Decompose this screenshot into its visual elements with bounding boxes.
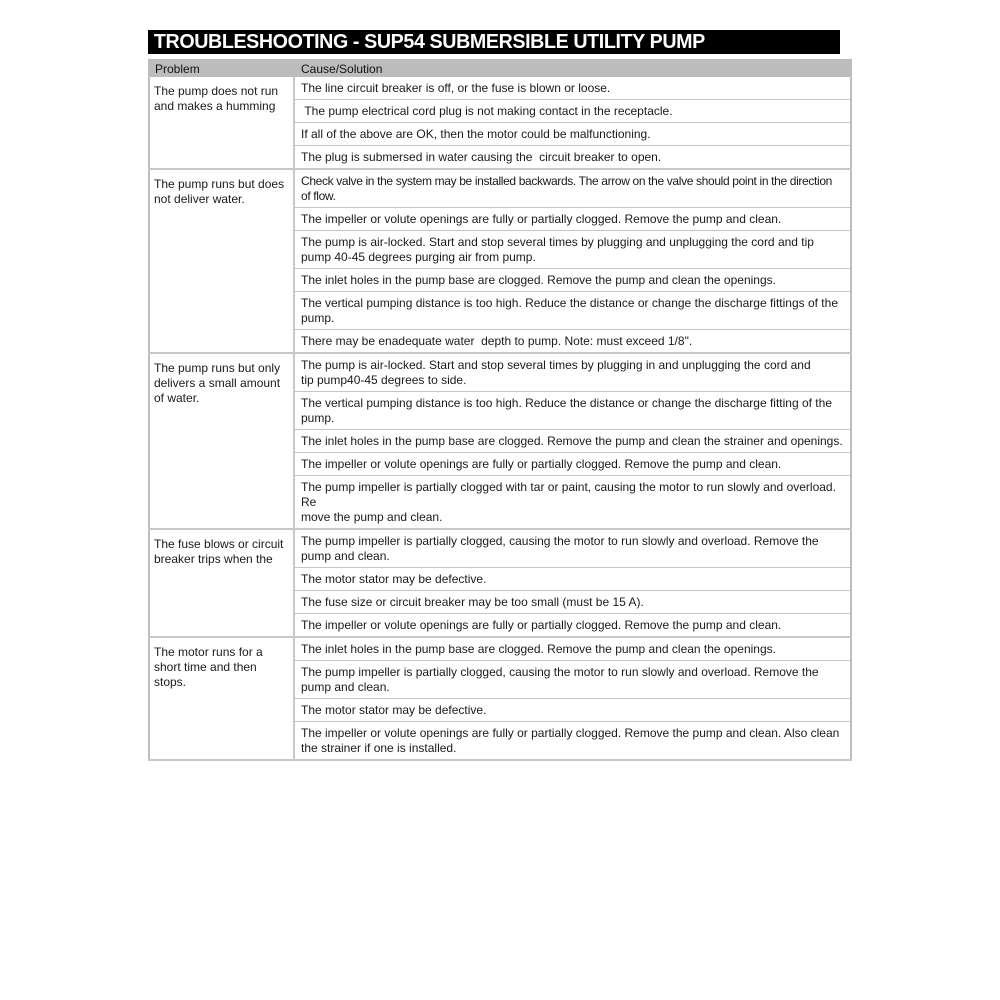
cause-solution-cell: The inlet holes in the pump base are clogged. Remove the pump and clean the openings. <box>294 269 851 292</box>
table-row <box>149 353 851 392</box>
cause-solution-cell: The impeller or volute openings are fully or partially clogged. Remove the pump and clean. <box>294 453 851 476</box>
problem-cell: The pump runs but only delivers a small amount of water. <box>149 353 294 529</box>
cause-solution-cell: There may be enadequate water depth to pump. Note: must exceed 1/8". <box>294 330 851 354</box>
table-header-row <box>149 60 851 77</box>
cause-solution-cell: The line circuit breaker is off, or the fuse is blown or loose. <box>294 77 851 100</box>
cause-solution-cell: The impeller or volute openings are fully or partially clogged. Remove the pump and clean. Also clean the strainer if one is installed. <box>294 722 851 761</box>
cause-solution-cell: The pump impeller is partially clogged, causing the motor to run slowly and overload. Remove the pump and clean. <box>294 529 851 568</box>
cause-solution-cell: The motor stator may be defective. <box>294 699 851 722</box>
cause-solution-cell: The motor stator may be defective. <box>294 568 851 591</box>
cause-solution-cell: Check valve in the system may be installed backwards. The arrow on the valve should point in the direction of flow. <box>294 169 851 208</box>
cause-solution-cell: The pump electrical cord plug is not making contact in the receptacle. <box>294 100 851 123</box>
column-header-cause: Cause/Solution <box>294 60 851 77</box>
problem-cell: The fuse blows or circuit breaker trips when the <box>149 529 294 637</box>
troubleshooting-document <box>148 30 852 761</box>
cause-solution-cell: The inlet holes in the pump base are clogged. Remove the pump and clean the strainer and openings. <box>294 430 851 453</box>
cause-solution-cell: The vertical pumping distance is too high. Reduce the distance or change the discharge fitting of the pump. <box>294 392 851 430</box>
cause-solution-cell: The pump impeller is partially clogged, causing the motor to run slowly and overload. Remove the pump and clean. <box>294 661 851 699</box>
cause-solution-cell: The fuse size or circuit breaker may be too small (must be 15 A). <box>294 591 851 614</box>
table-body <box>149 77 851 760</box>
cause-solution-cell: The impeller or volute openings are fully or partially clogged. Remove the pump and clean. <box>294 208 851 231</box>
table-row <box>149 169 851 208</box>
cause-solution-cell: The vertical pumping distance is too high. Reduce the distance or change the discharge fittings of the pump. <box>294 292 851 330</box>
cause-solution-cell: If all of the above are OK, then the motor could be malfunctioning. <box>294 123 851 146</box>
table-row <box>149 77 851 100</box>
table-row <box>149 637 851 661</box>
document-title: TROUBLESHOOTING - SUP54 SUBMERSIBLE UTILITY PUMP <box>148 30 840 54</box>
cause-solution-cell: The inlet holes in the pump base are clogged. Remove the pump and clean the openings. <box>294 637 851 661</box>
cause-solution-cell: The plug is submersed in water causing the circuit breaker to open. <box>294 146 851 170</box>
column-header-problem: Problem <box>149 60 294 77</box>
problem-cell: The pump does not run and makes a humming <box>149 77 294 169</box>
table-row <box>149 529 851 568</box>
cause-solution-cell: The impeller or volute openings are fully or partially clogged. Remove the pump and clean. <box>294 614 851 638</box>
cause-solution-cell: The pump is air-locked. Start and stop several times by plugging in and unplugging the cord and tip pump40-45 degrees to side. <box>294 353 851 392</box>
problem-cell: The motor runs for a short time and then stops. <box>149 637 294 760</box>
cause-solution-cell: The pump is air-locked. Start and stop several times by plugging and unplugging the cord and tip pump 40-45 degrees purging air from pump. <box>294 231 851 269</box>
troubleshooting-table <box>148 59 852 761</box>
problem-cell: The pump runs but does not deliver water. <box>149 169 294 353</box>
cause-solution-cell: The pump impeller is partially clogged with tar or paint, causing the motor to run slowly and overload. Re move the pump and clean. <box>294 476 851 530</box>
